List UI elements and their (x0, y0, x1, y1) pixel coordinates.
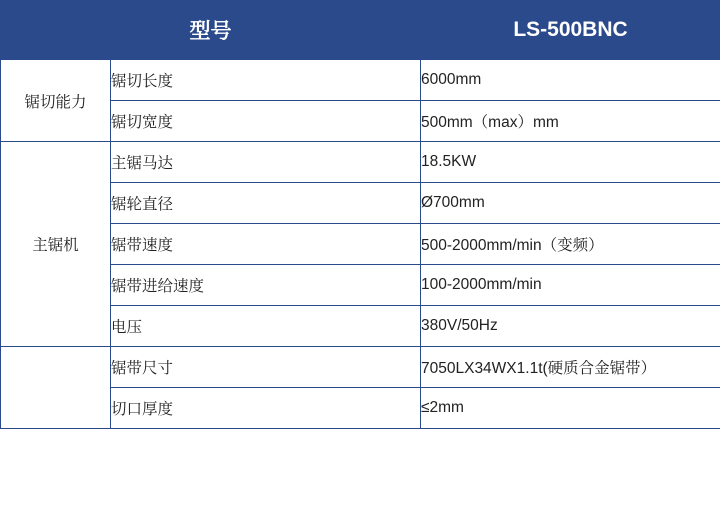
header-model-value: LS-500BNC (421, 1, 720, 60)
row-label: 主锯马达 (111, 142, 421, 183)
row-value: 500mm（max）mm (421, 101, 720, 142)
page-whitespace (0, 429, 720, 529)
table-header-row (1, 1, 720, 60)
header-model-label: 型号 (1, 1, 421, 60)
row-label: 切口厚度 (111, 388, 421, 429)
row-value: Ø700mm (421, 183, 720, 224)
table-row (1, 347, 720, 388)
table-row (1, 60, 720, 101)
row-label: 电压 (111, 306, 421, 347)
group-label-2 (1, 347, 111, 429)
row-label: 锯切长度 (111, 60, 421, 101)
row-value: 18.5KW (421, 142, 720, 183)
row-label: 锯切宽度 (111, 101, 421, 142)
group-label-0: 锯切能力 (1, 60, 111, 142)
row-value: 7050LX34WX1.1t(硬质合金锯带） (421, 347, 720, 388)
row-value: 6000mm (421, 60, 720, 101)
row-value: 380V/50Hz (421, 306, 720, 347)
row-value: 500-2000mm/min（变频） (421, 224, 720, 265)
row-label: 锯带速度 (111, 224, 421, 265)
table-row (1, 142, 720, 183)
group-label-1: 主锯机 (1, 142, 111, 347)
row-label: 锯带尺寸 (111, 347, 421, 388)
row-value: 100-2000mm/min (421, 265, 720, 306)
row-value: ≤2mm (421, 388, 720, 429)
row-label: 锯轮直径 (111, 183, 421, 224)
row-label: 锯带进给速度 (111, 265, 421, 306)
